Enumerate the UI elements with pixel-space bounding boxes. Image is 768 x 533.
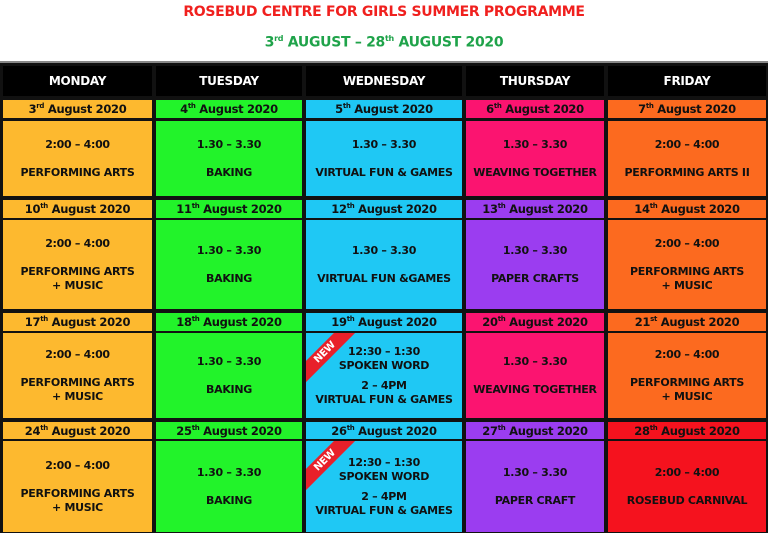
date-cell <box>3 422 152 439</box>
activity-cell <box>608 121 766 196</box>
date-cell <box>306 422 462 439</box>
date-month: August 2020 <box>657 315 740 329</box>
date-label <box>176 424 281 438</box>
date-label <box>482 202 587 216</box>
activity-name: + MUSIC <box>52 278 103 292</box>
activity-cell <box>3 441 152 532</box>
activity-cell <box>306 220 462 309</box>
date-month: August 2020 <box>47 202 131 216</box>
activity-name: PERFORMING ARTS <box>630 375 744 389</box>
date-suffix: th <box>497 423 506 432</box>
activity-block <box>197 138 261 180</box>
date-day: 12 <box>331 202 347 216</box>
activity-block <box>197 244 261 286</box>
date-cell <box>608 100 766 118</box>
session-time: 1.30 – 3.30 <box>196 243 262 257</box>
date-day: 3 <box>28 102 37 116</box>
start-month: AUGUST – <box>283 34 367 51</box>
date-day: 5 <box>335 102 343 116</box>
session-time: 12:30 – 1:30 <box>348 455 420 469</box>
activity-name: VIRTUAL FUN & GAMES <box>315 503 453 517</box>
new-ribbon-badge: NEW <box>306 441 355 491</box>
activity-name: BAKING <box>206 382 252 396</box>
date-suffix: th <box>346 423 355 432</box>
activity-name: WEAVING TOGETHER <box>473 382 597 396</box>
end-day: 28 <box>366 34 385 51</box>
activity-block <box>21 459 135 515</box>
activity-block <box>315 138 452 180</box>
activity-block <box>473 138 596 180</box>
date-label <box>482 424 587 438</box>
date-day: 14 <box>634 202 650 216</box>
date-suffix: th <box>497 202 506 211</box>
activity-block <box>197 355 261 397</box>
activity-cell <box>156 121 302 196</box>
session-time: 2:00 – 4:00 <box>45 458 110 472</box>
activity-name: + MUSIC <box>661 389 713 403</box>
activity-cell <box>466 441 604 532</box>
activity-name: VIRTUAL FUN &GAMES <box>317 271 451 285</box>
activity-block <box>339 345 429 373</box>
date-cell <box>306 313 462 331</box>
activity-name: SPOKEN WORD <box>338 358 430 372</box>
date-day: 24 <box>24 423 41 438</box>
date-label <box>482 315 587 329</box>
date-suffix: th <box>191 202 200 211</box>
date-suffix: th <box>649 202 658 211</box>
start-suffix: rd <box>274 34 284 43</box>
activity-name: + MUSIC <box>661 278 713 292</box>
date-suffix: th <box>187 102 196 111</box>
session-time: 2:00 – 4:00 <box>45 137 110 151</box>
activity-name: SPOKEN WORD <box>338 469 430 483</box>
session-time: 1.30 – 3.30 <box>196 137 262 151</box>
activity-name: BAKING <box>206 493 252 507</box>
session-time: 2:00 – 4:00 <box>45 236 110 250</box>
activity-block <box>630 348 744 404</box>
activity-cell <box>466 121 604 196</box>
new-ribbon-badge: NEW <box>306 333 355 383</box>
date-label <box>25 424 130 438</box>
activity-name: PERFORMING ARTS <box>630 264 744 278</box>
activity-block <box>21 237 135 293</box>
date-cell <box>306 200 462 218</box>
date-suffix: th <box>649 423 658 432</box>
date-day: 13 <box>482 202 498 216</box>
session-time: 1.30 – 3.30 <box>502 354 568 368</box>
date-month: August 2020 <box>657 202 740 216</box>
date-cell <box>156 313 302 331</box>
session-time: 1.30 – 3.30 <box>502 243 568 257</box>
date-month: August 2020 <box>199 202 282 216</box>
session-time: 12:30 – 1:30 <box>348 344 420 358</box>
date-label <box>331 315 436 329</box>
day-header-wednesday: WEDNESDAY <box>306 66 462 96</box>
page-title: ROSEBUD CENTRE FOR GIRLS SUMMER PROGRAMME <box>183 4 585 20</box>
date-day: 7 <box>638 102 646 116</box>
activity-cell <box>608 441 766 532</box>
activity-name: PERFORMING ARTS II <box>624 165 750 179</box>
date-suffix: th <box>497 315 506 324</box>
schedule-table <box>0 61 768 533</box>
date-suffix: rd <box>36 102 45 111</box>
activity-cell <box>306 121 462 196</box>
activity-cell <box>608 220 766 309</box>
date-cell <box>466 100 604 118</box>
activity-name: VIRTUAL FUN & GAMES <box>315 165 453 179</box>
date-cell <box>3 200 152 218</box>
activity-cell <box>3 333 152 418</box>
activity-name: BAKING <box>206 165 252 179</box>
date-cell <box>608 200 766 218</box>
date-range-subtitle <box>0 34 768 51</box>
activity-name: VIRTUAL FUN & GAMES <box>315 392 453 406</box>
date-label <box>635 315 740 329</box>
date-suffix: th <box>40 423 48 432</box>
date-month: August 2020 <box>350 102 433 116</box>
date-month: August 2020 <box>505 423 588 438</box>
end-suffix: th <box>385 34 394 43</box>
activity-block <box>317 244 451 286</box>
date-day: 6 <box>486 102 494 116</box>
activity-block <box>473 355 596 397</box>
date-cell <box>3 100 152 118</box>
activity-block <box>627 466 747 508</box>
date-suffix: st <box>650 315 658 324</box>
activity-name: PERFORMING ARTS <box>20 165 135 179</box>
date-label <box>331 424 436 438</box>
activity-block <box>315 490 452 518</box>
date-month: August 2020 <box>199 423 282 438</box>
date-label <box>335 102 433 116</box>
activity-cell <box>466 220 604 309</box>
activity-block <box>21 138 135 180</box>
activity-block <box>197 466 261 508</box>
date-suffix: th <box>645 102 654 111</box>
date-cell <box>466 313 604 331</box>
date-month: August 2020 <box>653 102 736 116</box>
activity-name: + MUSIC <box>52 389 103 403</box>
session-time: 2:00 – 4:00 <box>654 137 720 151</box>
date-day: 25 <box>176 423 192 438</box>
date-day: 18 <box>176 315 192 329</box>
activity-cell <box>608 333 766 418</box>
activity-name: + MUSIC <box>52 500 103 514</box>
session-time: 2:00 – 4:00 <box>654 347 720 361</box>
session-time: 1.30 – 3.30 <box>502 465 568 479</box>
day-header-friday: FRIDAY <box>608 66 766 96</box>
date-month: August 2020 <box>44 102 127 116</box>
activity-block <box>630 237 744 293</box>
date-month: August 2020 <box>199 315 282 329</box>
activity-block <box>21 348 135 404</box>
session-time: 2:00 – 4:00 <box>654 465 720 479</box>
activity-cell <box>306 333 462 418</box>
date-day: 10 <box>24 202 41 216</box>
date-suffix: th <box>493 102 502 111</box>
date-suffix: th <box>342 102 351 111</box>
date-cell <box>156 422 302 439</box>
activity-block <box>339 456 429 484</box>
date-month: August 2020 <box>354 423 437 438</box>
date-day: 26 <box>331 423 347 438</box>
end-month: AUGUST 2020 <box>393 34 504 51</box>
date-cell <box>608 313 766 331</box>
date-month: August 2020 <box>657 423 740 438</box>
day-header-monday: MONDAY <box>3 66 152 96</box>
session-time: 1.30 – 3.30 <box>351 243 417 257</box>
date-month: August 2020 <box>354 315 437 329</box>
session-time: 2:00 – 4:00 <box>654 236 720 250</box>
date-cell <box>466 200 604 218</box>
day-header-tuesday: TUESDAY <box>156 66 302 96</box>
activity-name: WEAVING TOGETHER <box>473 165 597 179</box>
session-time: 1.30 – 3.30 <box>351 137 417 151</box>
activity-cell <box>156 333 302 418</box>
activity-block <box>491 244 579 286</box>
date-label <box>25 315 130 329</box>
date-suffix: th <box>40 315 48 324</box>
start-day: 3 <box>264 34 275 51</box>
date-label <box>180 102 278 116</box>
date-day: 21 <box>634 315 651 329</box>
activity-cell <box>3 220 152 309</box>
date-day: 27 <box>482 423 498 438</box>
session-time: 2 – 4PM <box>361 489 407 503</box>
date-month: August 2020 <box>354 202 437 216</box>
date-label <box>634 202 739 216</box>
activity-name: BAKING <box>206 271 252 285</box>
date-month: August 2020 <box>47 315 131 329</box>
date-cell <box>306 100 462 118</box>
session-time: 1.30 – 3.30 <box>196 465 262 479</box>
date-suffix: th <box>346 315 355 324</box>
activity-cell <box>306 441 462 532</box>
session-time: 2:00 – 4:00 <box>45 347 110 361</box>
date-cell <box>156 200 302 218</box>
date-month: August 2020 <box>505 315 588 329</box>
date-month: August 2020 <box>47 423 131 438</box>
activity-name: ROSEBUD CARNIVAL <box>626 493 748 507</box>
date-day: 17 <box>24 315 41 329</box>
date-label <box>176 315 281 329</box>
date-label <box>486 102 584 116</box>
activity-cell <box>156 220 302 309</box>
day-header-thursday: THURSDAY <box>466 66 604 96</box>
date-label <box>176 202 281 216</box>
activity-cell <box>3 121 152 196</box>
date-day: 20 <box>482 315 498 329</box>
date-label <box>638 102 736 116</box>
activity-name: PAPER CRAFT <box>494 493 576 507</box>
date-cell <box>156 100 302 118</box>
date-day: 11 <box>176 202 192 216</box>
date-label <box>29 102 127 116</box>
activity-block <box>315 379 452 407</box>
date-suffix: th <box>191 423 200 432</box>
date-day: 4 <box>180 102 188 116</box>
date-suffix: th <box>191 315 200 324</box>
date-label <box>331 202 436 216</box>
date-day: 19 <box>331 315 347 329</box>
date-month: August 2020 <box>505 202 588 216</box>
date-day: 28 <box>634 423 650 438</box>
activity-block <box>624 138 749 180</box>
date-label <box>25 202 130 216</box>
date-month: August 2020 <box>195 102 278 116</box>
date-cell <box>608 422 766 439</box>
session-time: 1.30 – 3.30 <box>196 354 262 368</box>
activity-name: PAPER CRAFTS <box>491 271 579 285</box>
session-time: 1.30 – 3.30 <box>502 137 568 151</box>
date-month: August 2020 <box>501 102 584 116</box>
activity-name: PERFORMING ARTS <box>20 375 135 389</box>
activity-name: PERFORMING ARTS <box>20 486 135 500</box>
date-suffix: th <box>40 202 48 211</box>
date-suffix: th <box>346 202 355 211</box>
session-time: 2 – 4PM <box>361 378 407 392</box>
activity-block <box>495 466 575 508</box>
activity-name: PERFORMING ARTS <box>20 264 135 278</box>
activity-cell <box>466 333 604 418</box>
date-cell <box>3 313 152 331</box>
activity-cell <box>156 441 302 532</box>
date-label <box>634 424 739 438</box>
date-cell <box>466 422 604 439</box>
